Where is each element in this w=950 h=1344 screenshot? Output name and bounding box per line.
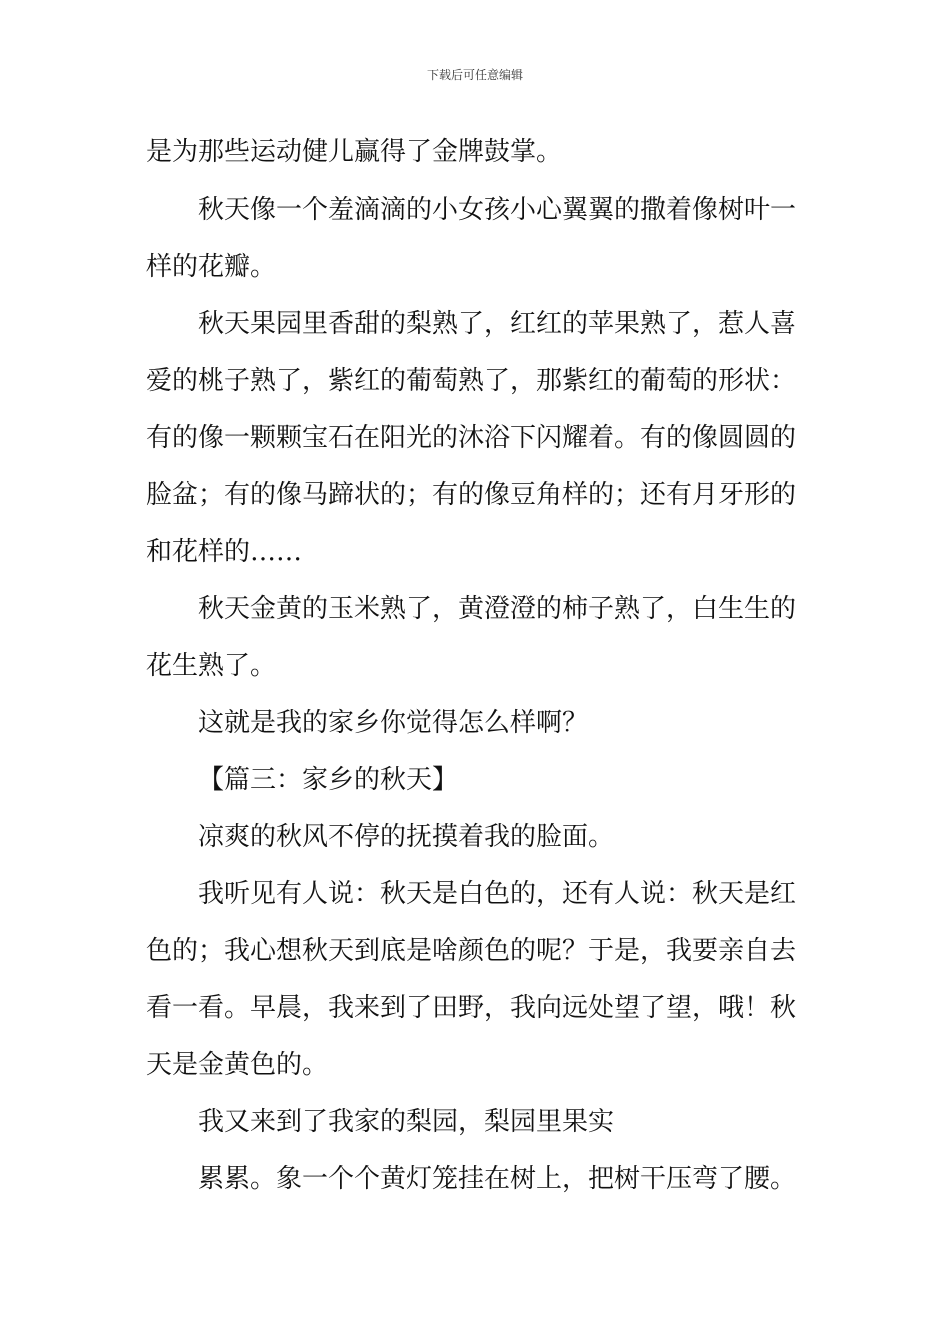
text-line: 凉爽的秋风不停的抚摸着我的脸面。 — [198, 822, 615, 852]
text-line: 看一看。早晨，我来到了田野，我向远处望了望，哦！秋 — [146, 993, 797, 1023]
text-line: 是为那些运动健儿赢得了金牌鼓掌。 — [146, 137, 563, 167]
section-heading: 【篇三：家乡的秋天】 — [198, 765, 459, 795]
text-line: 我又来到了我家的梨园，梨园里果实 — [198, 1107, 615, 1137]
text-line: 天是金黄色的。 — [146, 1050, 329, 1080]
text-line: 我听见有人说：秋天是白色的，还有人说：秋天是红 — [198, 879, 797, 909]
text-line: 这就是我的家乡你觉得怎么样啊？ — [198, 708, 589, 738]
text-line: 秋天像一个羞滴滴的小女孩小心翼翼的撒着像树叶一 — [198, 195, 797, 225]
text-line: 脸盆；有的像马蹄状的；有的像豆角样的；还有月牙形的 — [146, 480, 797, 510]
text-line: 秋天金黄的玉米熟了，黄澄澄的柿子熟了，白生生的 — [198, 594, 797, 624]
text-line: 和花样的…… — [146, 537, 303, 567]
text-line: 爱的桃子熟了，紫红的葡萄熟了，那紫红的葡萄的形状： — [146, 366, 797, 396]
text-line: 花生熟了。 — [146, 651, 277, 681]
page-header: 下载后可任意编辑 — [426, 68, 523, 82]
text-line: 样的花瓣。 — [146, 252, 277, 282]
text-line: 累累。象一个个黄灯笼挂在树上，把树干压弯了腰。 — [198, 1164, 797, 1194]
text-line: 有的像一颗颗宝石在阳光的沐浴下闪耀着。有的像圆圆的 — [146, 423, 797, 453]
text-line: 色的；我心想秋天到底是啥颜色的呢？于是，我要亲自去 — [146, 936, 797, 966]
text-line: 秋天果园里香甜的梨熟了，红红的苹果熟了，惹人喜 — [198, 309, 797, 339]
